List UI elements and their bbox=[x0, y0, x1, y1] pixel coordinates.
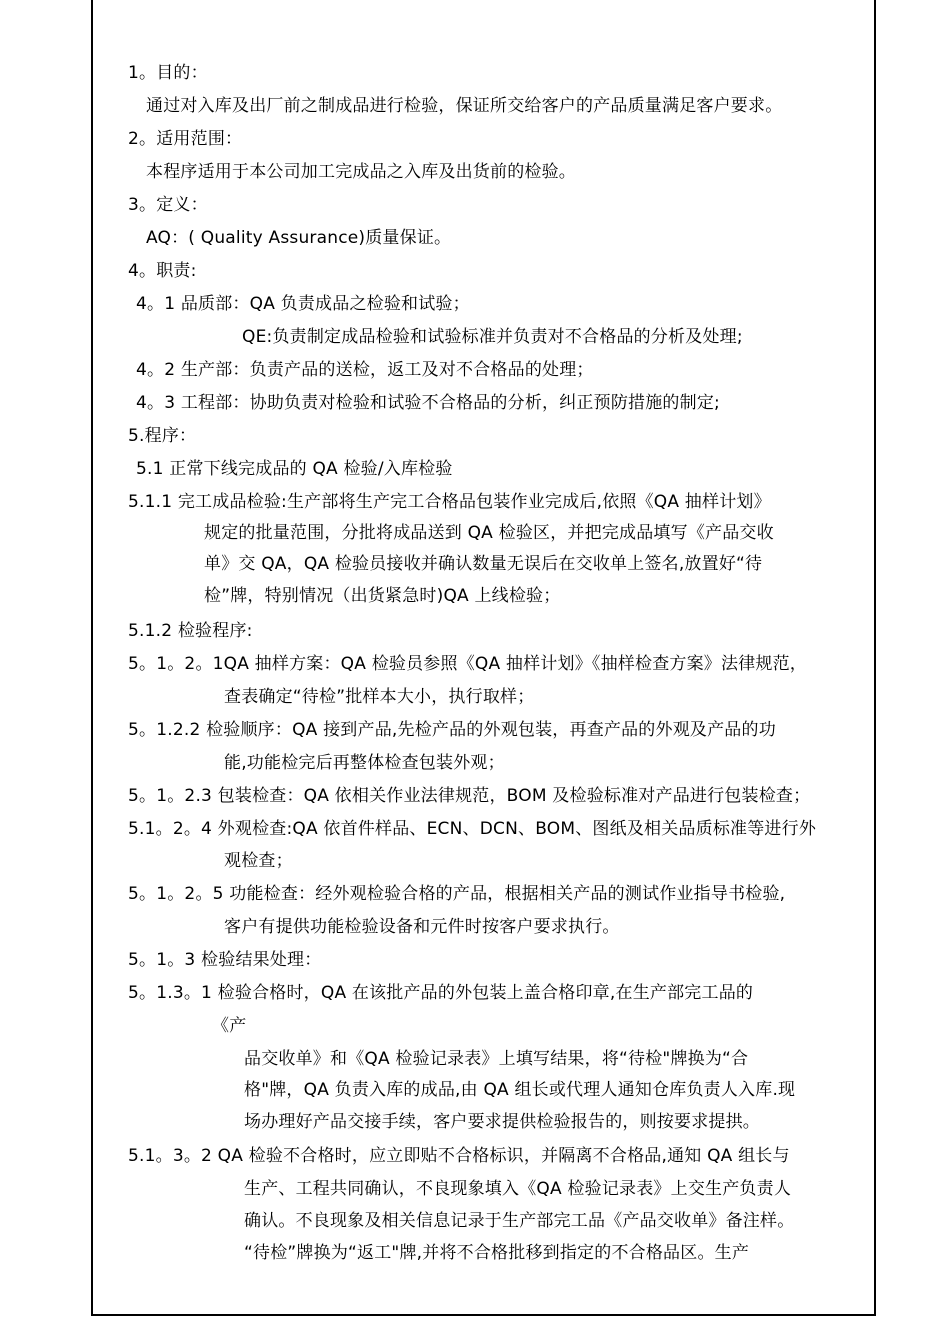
section-4-3: 4。3 工程部：协助负责对检验和试验不合格品的分析，纠正预防措施的制定; bbox=[136, 393, 720, 413]
section-5-1-3-1-cont-1: 《产 bbox=[212, 1016, 247, 1036]
section-5-1-3-1-cont-4: 场办理好产品交接手续，客户要求提供检验报告的，则按要求提拱。 bbox=[244, 1112, 760, 1132]
section-2-body: 本程序适用于本公司加工完成品之入库及出货前的检验。 bbox=[146, 162, 576, 182]
section-4-2: 4。2 生产部：负责产品的送检，返工及对不合格品的处理； bbox=[136, 360, 594, 380]
section-5-1-3-2-cont-3: “待检”牌换为“返工"牌,并将不合格批移到指定的不合格品区。生产 bbox=[244, 1243, 750, 1263]
section-5-1-2-2-cont: 能,功能检完后再整体检查包装外观； bbox=[224, 753, 505, 773]
section-5-1-3: 5。1。3 检验结果处理： bbox=[128, 950, 322, 970]
section-3-heading: 3。定义： bbox=[128, 195, 208, 215]
section-3-body: AQ：( Quality Assurance)质量保证。 bbox=[146, 228, 452, 248]
section-2-heading: 2。适用范围： bbox=[128, 129, 243, 149]
section-4-1-qe: QE:负责制定成品检验和试验标准并负责对不合格品的分析及处理; bbox=[242, 327, 743, 347]
section-5-1-2-3: 5。1。2.3 包装检查：QA 依相关作业法律规范，BOM 及检验标准对产品进行包装检查； bbox=[128, 786, 811, 806]
section-5-1-2: 5.1.2 检验程序: bbox=[128, 621, 253, 641]
section-5-1-2-5: 5。1。2。5 功能检查：经外观检验合格的产品，根据相关产品的测试作业指导书检验, bbox=[128, 884, 786, 904]
section-5-heading: 5.程序： bbox=[128, 426, 197, 446]
section-5-1-1: 5.1.1 完工成品检验:生产部将生产完工合格品包装作业完成后,依照《QA 抽样计划》 bbox=[128, 492, 771, 512]
section-5-1-3-2: 5.1。3。2 QA 检验不合格时，应立即贴不合格标识，并隔离不合格品,通知 QA 组长与 bbox=[128, 1146, 790, 1166]
section-5-1-2-4-cont: 观检查； bbox=[224, 851, 293, 871]
section-5-1-1-cont-1: 规定的批量范围，分批将成品送到 QA 检验区，并把完成品填写《产品交收 bbox=[204, 523, 774, 543]
section-5-1-3-1-cont-2: 品交收单》和《QA 检验记录表》上填写结果，将“待检"牌换为“合 bbox=[244, 1049, 749, 1069]
section-1-body: 通过对入库及出厂前之制成品进行检验，保证所交给客户的产品质量满足客户要求。 bbox=[146, 96, 783, 116]
section-5-1-3-1: 5。1.3。1 检验合格时，QA 在该批产品的外包装上盖合格印章,在生产部完工品的 bbox=[128, 983, 754, 1003]
section-5-1-2-2: 5。1.2.2 检验顺序：QA 接到产品,先检产品的外观包装，再查产品的外观及产品的功 bbox=[128, 720, 776, 740]
section-4-heading: 4。职责: bbox=[128, 261, 197, 281]
section-1-heading: 1。目的： bbox=[128, 63, 208, 83]
section-5-1-3-2-cont-1: 生产、工程共同确认，不良现象填入《QA 检验记录表》上交生产负责人 bbox=[244, 1179, 792, 1199]
section-5-1-3-1-cont-3: 格"牌，QA 负责入库的成品,由 QA 组长或代理人通知仓库负责人入库.现 bbox=[244, 1080, 796, 1100]
section-5-1-2-1-cont: 查表确定“待检”批样本大小，执行取样； bbox=[224, 687, 535, 707]
section-5-1-2-5-cont: 客户有提供功能检验设备和元件时按客户要求执行。 bbox=[224, 917, 620, 937]
section-5-1-2-4: 5.1。2。4 外观检查:QA 依首件样品、ECN、DCN、BOM、图纸及相关品质标准等进行外 bbox=[128, 819, 817, 839]
section-4-1: 4。1 品质部：QA 负责成品之检验和试验； bbox=[136, 294, 470, 314]
section-5-1-2-1: 5。1。2。1QA 抽样方案：QA 检验员参照《QA 抽样计划》《抽样检查方案》法律规范， bbox=[128, 654, 808, 674]
section-5-1-1-cont-3: 检”牌，特别情况（出货紧急时)QA 上线检验； bbox=[204, 586, 561, 606]
section-5-1-3-2-cont-2: 确认。不良现象及相关信息记录于生产部完工品《产品交收单》备注样。 bbox=[244, 1211, 795, 1231]
section-5-1-1-cont-2: 单》交 QA，QA 检验员接收并确认数量无误后在交收单上签名,放置好“待 bbox=[204, 554, 763, 574]
section-5-1: 5.1 正常下线完成品的 QA 检验/入库检验 bbox=[136, 459, 453, 479]
